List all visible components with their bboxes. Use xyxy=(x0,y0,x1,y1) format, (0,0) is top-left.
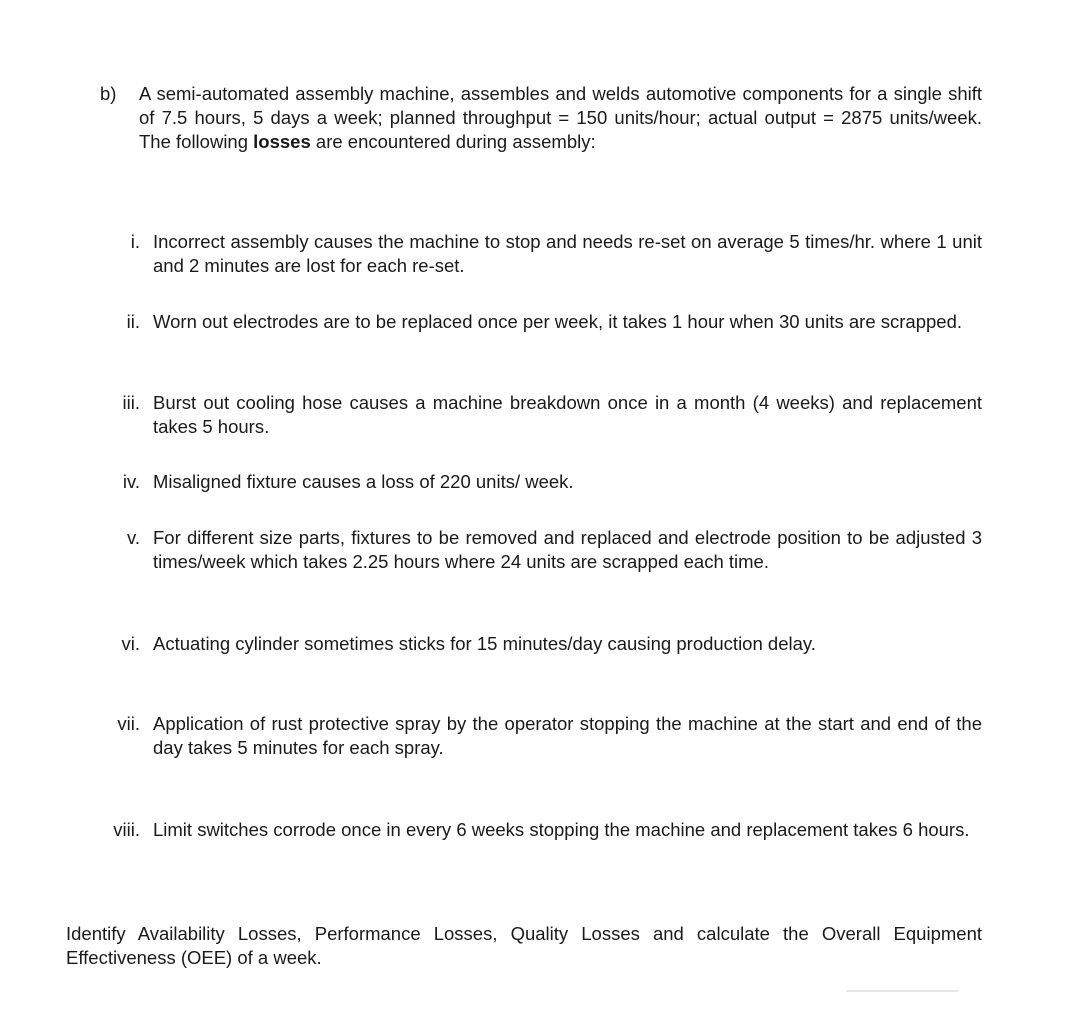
list-item-text: Limit switches corrode once in every 6 weeks stopping the machine and replacement takes 6 hours. xyxy=(153,819,970,840)
list-item-text: Incorrect assembly causes the machine to stop and needs re-set on average 5 times/hr. where 1 unit and 2 minutes are lost for each re-set. xyxy=(153,231,982,276)
list-item-numeral: i. xyxy=(130,231,140,252)
list-item-numeral: viii. xyxy=(113,819,140,840)
list-item-text: Burst out cooling hose causes a machine breakdown once in a month (4 weeks) and replacement takes 5 hours. xyxy=(153,392,982,437)
list-item-numeral: v. xyxy=(126,527,140,548)
list-item-text: For different size parts, fixtures to be removed and replaced and electrode position to be adjusted 3 times/week which takes 2.25 hours where 24 units are scrapped each time. xyxy=(153,527,982,572)
list-item-numeral: vi. xyxy=(121,633,140,654)
list-item-numeral: iii. xyxy=(122,392,140,413)
list-item-text: Application of rust protective spray by the operator stopping the machine at the start and end of the day takes 5 minutes for each spray. xyxy=(153,713,982,758)
intro-text-end: are encountered during assembly: xyxy=(310,131,596,152)
list-item-text: Actuating cylinder sometimes sticks for 15 minutes/day causing production delay. xyxy=(153,633,816,654)
part-label: b) xyxy=(100,83,117,104)
list-item-numeral: vii. xyxy=(117,713,140,734)
list-item-numeral: iv. xyxy=(122,471,140,492)
losses-emphasis: losses xyxy=(253,131,311,152)
list-item-numeral: ii. xyxy=(126,311,140,332)
closing-instruction: Identify Availability Losses, Performance Losses, Quality Losses and calculate the Overall Equipment Effectiveness (OEE) of a week. xyxy=(66,923,982,968)
list-item-text: Misaligned fixture causes a loss of 220 units/ week. xyxy=(153,471,574,492)
list-item-text: Worn out electrodes are to be replaced once per week, it takes 1 hour when 30 units are scrapped. xyxy=(153,311,962,332)
part-intro-text xyxy=(139,82,982,154)
intro-text-start: A semi-automated assembly machine, assembles and welds automotive components for a single shift of 7.5 hours, 5 days a week; planned throughput = 150 units/hour; actual output = 2875 units/week. The following xyxy=(139,83,982,152)
faint-scan-mark xyxy=(846,990,958,992)
